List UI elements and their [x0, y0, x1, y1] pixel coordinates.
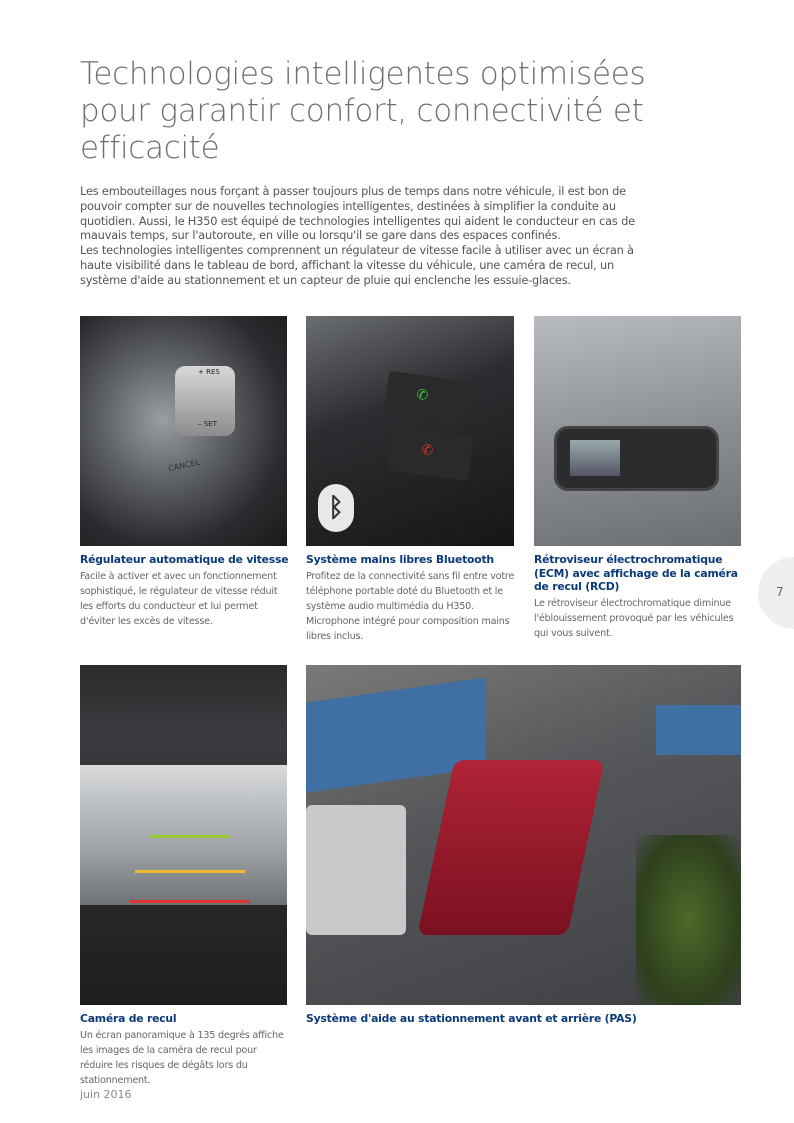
feature-title: Rétroviseur électrochromatique (ECM) avec affichage de la caméra de recul (RCD) [534, 553, 738, 593]
page-title: Technologies intelligentes optimisées pour garantir confort, connectivité et efficacité [80, 56, 646, 166]
cruise-control-photo [80, 316, 287, 546]
feature-mirror [534, 553, 739, 641]
res-label: + RES [198, 368, 220, 376]
feature-rear-camera [80, 1012, 290, 1088]
page-number: 7 [776, 585, 784, 599]
feature-text: Facile à activer et avec un fonctionnement sophistiqué, le régulateur de vitesse réduit les efforts du conducteur et lui permet d'éviter les excès de vitesse. [80, 570, 278, 627]
intro-paragraph-1: Les embouteillages nous forçant à passer toujours plus de temps dans notre véhicule, il est bon de pouvoir compter sur de nouvelles technologies intelligentes, destinées à simplifier la conduite au quotidien. Aussi, le H350 est équipé de technologies intelligentes qui aident le conducteur en cas de mauvais temps, sur l'autoroute, en ville ou lorsqu'il se gare dans des espaces confinés. [80, 184, 635, 243]
intro-paragraph-2: Les technologies intelligentes comprennent un régulateur de vitesse facile à utiliser avec un écran à haute visibilité dans le tableau de bord, affichant la vitesse du véhicule, une caméra de recul, un système d'aide au stationnement et un capteur de pluie qui enclenche les essuie-glaces. [80, 243, 634, 287]
call-icon: ✆ [415, 386, 430, 405]
feature-title: Système d'aide au stationnement avant et arrière (PAS) [306, 1012, 637, 1025]
feature-text: Profitez de la connectivité sans fil entre votre téléphone portable doté du Bluetooth et le système audio multimédia du H350. Microphone intégré pour composition mains libres inclus. [306, 570, 515, 642]
set-label: – SET [198, 420, 217, 428]
page-number-tab [758, 557, 794, 629]
footer-date: juin 2016 [80, 1088, 132, 1101]
feature-bluetooth [306, 553, 518, 644]
parking-assist-photo [306, 665, 741, 1005]
mirror-photo [534, 316, 741, 546]
rear-camera-photo [80, 665, 287, 1005]
feature-parking-assist [306, 1012, 736, 1028]
hang-up-icon: ✆ [420, 441, 435, 460]
cancel-label: CANCEL [167, 457, 201, 474]
feature-text: Un écran panoramique à 135 degrés affiche les images de la caméra de recul pour réduire les risques de dégâts lors du stationnement. [80, 1029, 284, 1086]
bluetooth-icon: ᛒ [318, 484, 354, 532]
feature-title: Régulateur automatique de vitesse [80, 553, 289, 566]
feature-cruise-control [80, 553, 290, 629]
feature-title: Caméra de recul [80, 1012, 177, 1025]
feature-text: Le rétroviseur électrochromatique diminue l'éblouissement provoqué par les véhicules qui vous suivent. [534, 597, 734, 639]
intro-text [80, 184, 650, 288]
feature-title: Système mains libres Bluetooth [306, 553, 494, 566]
bluetooth-photo [306, 316, 514, 546]
